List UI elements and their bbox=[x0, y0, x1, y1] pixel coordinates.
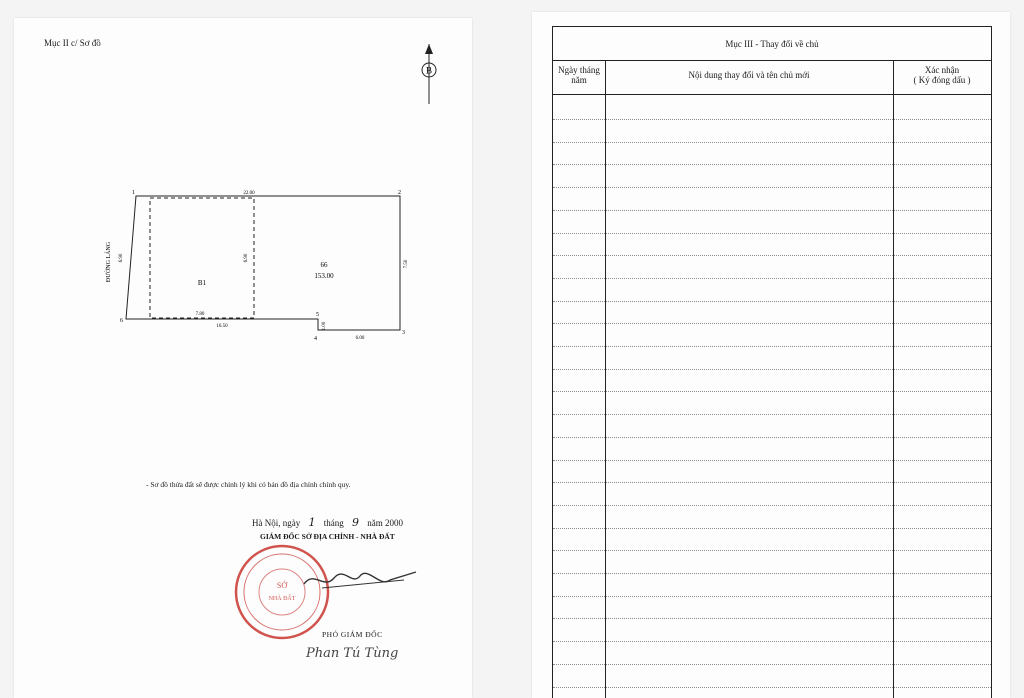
dim-step: 1.00 bbox=[322, 321, 327, 331]
vertex-1: 1 bbox=[132, 190, 135, 196]
table-row-line bbox=[553, 119, 991, 120]
table-row-line bbox=[553, 164, 991, 165]
vertex-4: 4 bbox=[314, 336, 317, 342]
col-header-confirm-line1: Xác nhận bbox=[924, 65, 960, 75]
table-row-line bbox=[553, 278, 991, 279]
right-page bbox=[532, 12, 1010, 698]
table-row-line bbox=[553, 233, 991, 234]
table-row-line bbox=[553, 301, 991, 302]
table-row-line bbox=[553, 369, 991, 370]
dim-left: 6.90 bbox=[119, 253, 124, 263]
col-header-confirm bbox=[893, 65, 991, 85]
table-row-line bbox=[553, 210, 991, 211]
col-header-confirm-line2: ( Ký đóng dấu ) bbox=[913, 75, 971, 85]
table-row-line bbox=[553, 323, 991, 324]
col-divider-2 bbox=[893, 60, 894, 698]
parcel-number: 66 bbox=[320, 261, 328, 269]
vertex-2: 2 bbox=[398, 190, 401, 196]
col-header-date-line2: năm bbox=[571, 75, 587, 85]
changes-table bbox=[552, 26, 992, 698]
director-signature bbox=[294, 558, 424, 598]
dim-bottom-right: 6.00 bbox=[355, 336, 365, 341]
table-row-line bbox=[553, 664, 991, 665]
table-row-line bbox=[553, 550, 991, 551]
table-row-line bbox=[553, 437, 991, 438]
building-outline bbox=[150, 198, 254, 318]
date-month-label: tháng bbox=[323, 518, 344, 528]
col-header-content-line1: Nội dung thay đổi và tên chủ mới bbox=[688, 70, 810, 80]
date-day: 1 bbox=[308, 516, 316, 529]
dim-inner-bottom: 7.80 bbox=[195, 312, 205, 317]
table-row-line bbox=[553, 255, 991, 256]
date-month: 9 bbox=[352, 516, 359, 529]
left-page bbox=[14, 18, 472, 698]
dim-inner-right: 6.90 bbox=[244, 253, 249, 263]
date-line bbox=[252, 516, 403, 529]
north-label: B bbox=[425, 65, 433, 76]
table-row-line bbox=[553, 346, 991, 347]
table-row-line bbox=[553, 596, 991, 597]
table-row-line bbox=[553, 187, 991, 188]
table-row-line bbox=[553, 391, 991, 392]
table-row-line bbox=[553, 482, 991, 483]
vertex-6: 6 bbox=[120, 318, 123, 324]
table-row-line bbox=[553, 505, 991, 506]
dim-top: 22.00 bbox=[243, 191, 255, 196]
table-row-line bbox=[553, 641, 991, 642]
date-prefix: Hà Nội, ngày bbox=[252, 518, 301, 528]
col-header-date-line1: Ngày tháng bbox=[558, 65, 600, 75]
parcel-plan bbox=[94, 186, 414, 346]
title-divider bbox=[553, 60, 991, 61]
section-title: Mục II c/ Sơ đồ bbox=[44, 38, 101, 48]
table-row-line bbox=[553, 414, 991, 415]
col-divider-1 bbox=[605, 60, 606, 698]
plan-note: - Sơ đồ thửa đất sẽ được chỉnh lý khi có bản đồ địa chính chính quy. bbox=[146, 480, 351, 489]
road-label: ĐƯỜNG LÁNG bbox=[106, 241, 112, 283]
svg-text:SỞ: SỞ bbox=[276, 581, 288, 590]
table-row-line bbox=[553, 618, 991, 619]
table-row-line bbox=[553, 573, 991, 574]
director-title: GIÁM ĐỐC SỞ ĐỊA CHÍNH - NHÀ ĐẤT bbox=[260, 532, 395, 541]
vertex-3: 3 bbox=[402, 330, 405, 336]
header-divider bbox=[553, 94, 991, 95]
table-row-line bbox=[553, 528, 991, 529]
table-row-line bbox=[553, 687, 991, 688]
date-year: năm 2000 bbox=[367, 518, 403, 528]
vertex-5: 5 bbox=[316, 312, 319, 318]
col-header-content bbox=[605, 70, 893, 80]
parcel-area: 153.00 bbox=[314, 272, 334, 280]
building-label: B1 bbox=[197, 279, 207, 287]
north-arrow-icon bbox=[414, 42, 444, 108]
deputy-title: PHÓ GIÁM ĐỐC bbox=[322, 630, 383, 639]
col-header-date bbox=[553, 65, 605, 85]
table-row-line bbox=[553, 460, 991, 461]
dim-right: 7.50 bbox=[404, 259, 409, 269]
svg-text:NHÀ ĐẤT: NHÀ ĐẤT bbox=[268, 596, 296, 602]
table-row-line bbox=[553, 142, 991, 143]
dim-bottom: 16.50 bbox=[216, 324, 228, 329]
table-title: Mục III - Thay đổi về chủ bbox=[725, 39, 819, 49]
signer-name: Phan Tú Tùng bbox=[306, 646, 399, 661]
